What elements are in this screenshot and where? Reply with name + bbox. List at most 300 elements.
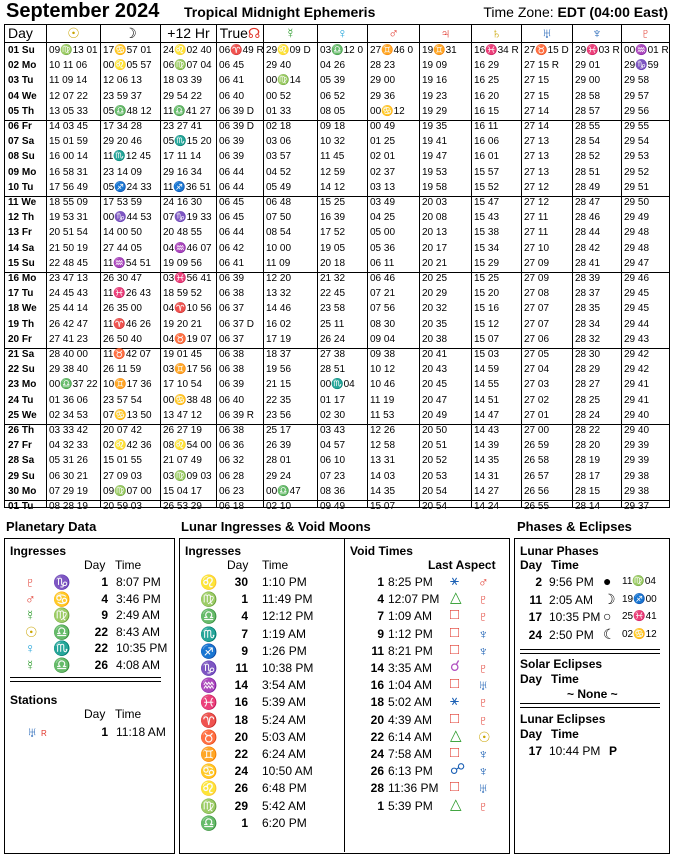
cell-value: 28 15 <box>575 485 601 497</box>
table-cell <box>320 121 365 133</box>
table-cell <box>474 410 519 422</box>
cell-value: 20 53 <box>422 470 448 482</box>
stations-label: Stations <box>10 693 58 707</box>
table-cell <box>266 440 315 452</box>
column-header <box>263 25 317 42</box>
column-header <box>521 25 572 42</box>
table-cell <box>575 227 619 239</box>
cell-value: 02 01 <box>370 151 396 163</box>
table-cell <box>624 486 667 498</box>
table-cell <box>370 106 417 118</box>
table-cell <box>103 243 158 255</box>
table-cell <box>49 227 98 239</box>
cell-value: 15 29 <box>474 257 500 269</box>
cell-value: 29 54 22 <box>163 90 202 102</box>
cell-value: 20 21 <box>422 257 448 269</box>
cell-value: 19 29 <box>422 105 448 117</box>
table-cell <box>422 60 469 72</box>
table-cell <box>474 440 519 452</box>
cell-value: 07♑19 33 <box>163 212 212 224</box>
table-cell <box>370 75 417 87</box>
ingress-time: 2:49 AM <box>116 608 161 622</box>
table-cell <box>320 212 365 224</box>
phases-box <box>514 538 670 854</box>
ingress-day: 29 <box>234 798 248 813</box>
cell-value: 06 39 D <box>219 105 255 117</box>
table-cell <box>8 182 44 194</box>
cell-value: 28 55 <box>575 121 601 132</box>
sign-icon: ♎ <box>53 656 71 673</box>
planet-icon: ♆ <box>478 625 489 642</box>
day-header: Day <box>84 558 106 572</box>
cell-value: 20 51 54 <box>49 227 88 239</box>
table-cell <box>320 273 365 285</box>
table-cell <box>575 379 619 391</box>
table-cell <box>624 334 667 346</box>
moon-phase-icon: ● <box>603 573 612 589</box>
table-cell <box>8 121 44 133</box>
cell-value: 20 43 <box>422 364 448 376</box>
table-cell <box>624 121 667 133</box>
cell-value: 10 11 06 <box>49 60 88 72</box>
table-cell <box>219 136 261 148</box>
table-cell <box>624 227 667 239</box>
table-cell <box>49 167 98 179</box>
table-cell <box>422 303 469 315</box>
table-cell <box>422 227 469 239</box>
table-cell <box>320 486 365 498</box>
sign-icon: ♍ <box>53 607 71 623</box>
table-cell <box>219 106 261 118</box>
table-cell <box>8 349 44 361</box>
table-cell <box>422 410 469 422</box>
table-cell <box>219 455 261 467</box>
void-time: 8:21 PM <box>388 643 433 658</box>
planet-glyph-icon: ☊ <box>247 25 261 41</box>
cell-value: 27 02 <box>524 394 550 406</box>
table-cell <box>575 334 619 346</box>
cell-value: 28 32 <box>575 333 601 345</box>
table-cell <box>422 75 469 87</box>
ingress-time: 12:12 PM <box>262 609 314 624</box>
cell-value: 28 22 <box>575 425 601 436</box>
cell-value: 29 20 46 <box>103 136 142 148</box>
table-cell <box>219 60 261 72</box>
cell-value: 24♌02 40 <box>163 45 212 56</box>
table-cell <box>163 440 214 452</box>
cell-value: 29 38 <box>624 470 650 482</box>
moon-phase-icon: ☾ <box>603 625 616 642</box>
cell-value: 28 51 <box>320 364 346 376</box>
table-cell <box>163 167 214 179</box>
cell-value: 06 38 <box>219 288 245 300</box>
ingress-day: 26 <box>94 657 108 672</box>
cell-value: 29 42 <box>624 364 650 376</box>
cell-value: 05♐24 33 <box>103 181 152 193</box>
table-cell <box>422 136 469 148</box>
cell-value: 11♐36 51 <box>163 181 211 193</box>
table-cell <box>219 334 261 346</box>
cell-value: 29 36 <box>370 90 396 102</box>
column-header <box>419 25 471 42</box>
table-cell <box>575 151 619 163</box>
table-cell <box>474 303 519 315</box>
cell-value: 23 58 <box>320 303 346 315</box>
table-cell <box>524 151 570 163</box>
cell-value: 12 58 <box>370 440 396 452</box>
cell-value: 11♏12 45 <box>103 151 151 163</box>
cell-value: 14 24 <box>474 501 500 512</box>
cell-value: 16 01 <box>474 151 500 163</box>
table-cell <box>266 182 315 194</box>
lunar-phases-label: Lunar Phases <box>520 544 599 558</box>
table-cell <box>370 151 417 163</box>
cell-value: 13 32 <box>266 288 292 300</box>
table-cell <box>320 334 365 346</box>
table-cell <box>524 486 570 498</box>
cell-value: 24 45 43 <box>49 288 88 300</box>
cell-value: 15 01 55 <box>103 455 142 467</box>
table-cell <box>49 136 98 148</box>
cell-value: 19♊31 <box>422 45 457 56</box>
cell-value: 28 52 <box>575 151 601 163</box>
table-cell <box>524 106 570 118</box>
table-cell <box>422 167 469 179</box>
column-header-label: True <box>219 25 248 41</box>
table-cell <box>103 60 158 72</box>
cell-value: 00♑44 53 <box>103 212 152 224</box>
ingress-time: 3:54 AM <box>262 678 307 693</box>
aspect-icon: ⚹ <box>450 692 460 710</box>
table-cell <box>8 197 44 209</box>
table-cell <box>103 151 158 163</box>
table-cell <box>624 45 667 57</box>
cell-value: 06 41 <box>219 75 245 87</box>
cell-value: 08 30 <box>370 318 396 330</box>
table-cell <box>524 471 570 483</box>
table-cell <box>8 501 44 513</box>
table-cell <box>370 258 417 270</box>
time-header: Time <box>551 672 579 686</box>
table-cell <box>624 243 667 255</box>
ingress-time: 5:03 AM <box>262 729 307 744</box>
table-cell <box>320 288 365 300</box>
tz-label: Time Zone: <box>483 4 554 20</box>
cell-value: 10 12 <box>370 364 396 376</box>
table-cell <box>524 60 570 72</box>
column-divider <box>572 43 573 507</box>
table-cell <box>266 136 315 148</box>
void-day: 26 <box>370 764 384 779</box>
table-cell <box>575 60 619 72</box>
table-cell <box>266 151 315 163</box>
cell-value: 03 43 <box>320 425 346 436</box>
aspect-icon: □ <box>450 778 460 796</box>
table-cell <box>8 395 44 407</box>
cell-value: 16 11 <box>474 121 499 132</box>
cell-value: 06 39 <box>219 136 245 148</box>
table-cell <box>49 91 98 103</box>
table-cell <box>474 379 519 391</box>
table-cell <box>8 212 44 224</box>
table-cell <box>474 273 519 285</box>
table-cell <box>219 227 261 239</box>
void-day: 1 <box>377 798 384 813</box>
table-cell <box>624 197 667 209</box>
table-cell <box>422 45 469 57</box>
cell-value: 02 10 <box>266 501 292 512</box>
cell-value: 11 We <box>8 197 37 208</box>
cell-value: 27 01 <box>524 409 550 421</box>
table-cell <box>474 471 519 483</box>
table-cell <box>575 75 619 87</box>
table-cell <box>49 182 98 194</box>
void-day: 28 <box>370 781 384 796</box>
ingress-time: 10:50 AM <box>262 764 313 779</box>
table-cell <box>163 319 214 331</box>
phase-time: 2:05 AM <box>549 592 594 607</box>
planet-glyph-icon: ♂ <box>388 25 399 41</box>
table-cell <box>103 364 158 376</box>
table-cell <box>370 121 417 133</box>
ingress-day: 11 <box>235 661 248 675</box>
cell-value: 27 15 R <box>524 60 560 72</box>
cell-value: 19 23 <box>422 90 448 102</box>
cell-value: 03♓56 41 <box>163 273 212 284</box>
table-cell <box>163 334 214 346</box>
table-cell <box>575 106 619 118</box>
table-cell <box>524 395 570 407</box>
ingress-time: 10:38 PM <box>262 661 314 675</box>
cell-value: 29 00 <box>575 75 601 87</box>
cell-value: 27 09 03 <box>103 470 142 482</box>
cell-value: 15 03 <box>474 349 500 360</box>
table-cell <box>8 75 44 87</box>
table-cell <box>575 501 619 513</box>
sign-icon: ♑ <box>53 574 71 590</box>
cell-value: 12 06 13 <box>103 75 142 87</box>
table-cell <box>575 167 619 179</box>
table-cell <box>624 75 667 87</box>
table-cell <box>575 319 619 331</box>
table-cell <box>103 349 158 361</box>
cell-value: 17♋57 01 <box>103 45 152 56</box>
cell-value: 20 54 <box>422 501 448 512</box>
table-cell <box>8 319 44 331</box>
cell-value: 12 26 <box>370 425 396 436</box>
planet-icon: ♇ <box>478 694 489 711</box>
table-cell <box>49 486 98 498</box>
aspect-icon: □ <box>450 744 460 761</box>
table-cell <box>320 425 365 437</box>
aspect-icon: □ <box>450 623 460 641</box>
table-cell <box>49 151 98 163</box>
aspect-icon: ☍ <box>450 761 466 779</box>
table-cell <box>370 319 417 331</box>
table-cell <box>266 303 315 315</box>
table-cell <box>624 91 667 103</box>
cell-value: 04 26 <box>320 60 346 72</box>
cell-value: 17 19 <box>266 333 292 345</box>
planet-glyph-icon: ♇ <box>640 25 651 41</box>
cell-value: 05♏15 20 <box>163 136 212 148</box>
cell-value: 28 30 <box>575 349 601 360</box>
table-cell <box>103 182 158 194</box>
table-cell <box>422 182 469 194</box>
table-cell <box>524 288 570 300</box>
table-cell <box>524 379 570 391</box>
void-day: 7 <box>377 609 384 624</box>
ingress-time: 6:20 PM <box>262 815 307 830</box>
table-cell <box>8 167 44 179</box>
double-rule <box>520 649 660 654</box>
cell-value: 13 31 <box>370 455 396 467</box>
table-cell <box>49 288 98 300</box>
table-cell <box>320 243 365 255</box>
phase-position: 02♋12 <box>622 628 657 640</box>
table-cell <box>474 197 519 209</box>
table-cell <box>624 136 667 148</box>
table-cell <box>8 91 44 103</box>
cell-value: 27 15 <box>524 75 550 87</box>
ingress-day: 1 <box>241 815 248 830</box>
aspect-icon: □ <box>450 675 460 693</box>
table-cell <box>524 243 570 255</box>
void-day: 24 <box>370 747 384 761</box>
table-cell <box>575 182 619 194</box>
cell-value: 29 41 <box>624 379 650 391</box>
table-cell <box>624 212 667 224</box>
cell-value: 12 59 <box>320 166 346 178</box>
table-cell <box>370 136 417 148</box>
ingress-time: 8:07 PM <box>116 575 161 589</box>
tz-value: EDT <box>557 4 586 20</box>
ingress-day: 9 <box>101 608 108 622</box>
cell-value: 27 15 <box>524 90 550 102</box>
table-cell <box>320 136 365 148</box>
table-cell <box>320 455 365 467</box>
cell-value: 17 Tu <box>8 288 34 300</box>
cell-value: 06 37 D <box>219 318 255 330</box>
cell-value: 29♑59 <box>624 60 659 72</box>
table-cell <box>320 471 365 483</box>
table-cell <box>266 425 315 437</box>
cell-value: 29 00 <box>370 75 396 87</box>
cell-value: 11♎41 27 <box>163 105 211 117</box>
cell-value: 12 Th <box>8 212 35 224</box>
cell-value: 14 55 <box>474 379 500 391</box>
cell-value: 14 00 50 <box>103 227 142 239</box>
cell-value: 29 01 <box>575 60 601 72</box>
column-header <box>572 25 621 42</box>
table-cell <box>49 75 98 87</box>
cell-value: 15 07 <box>370 501 396 512</box>
table-cell <box>163 258 214 270</box>
cell-value: 00♋12 <box>370 105 405 117</box>
cell-value: 21 07 49 <box>163 455 202 467</box>
table-cell <box>524 182 570 194</box>
cell-value: 20 18 <box>320 257 346 269</box>
cell-value: 27 13 <box>524 166 550 178</box>
cell-value: 16 00 14 <box>49 151 88 163</box>
sign-icon: ♑ <box>200 660 218 676</box>
cell-value: 24 Tu <box>8 394 34 406</box>
cell-value: 19 41 <box>422 136 448 148</box>
table-cell <box>266 410 315 422</box>
cell-value: 27 00 <box>524 425 550 436</box>
phases-title: Phases & Eclipses <box>517 519 632 534</box>
cell-value: 11♒54 51 <box>103 257 151 269</box>
void-time: 5:39 PM <box>388 798 433 813</box>
column-header <box>100 25 160 42</box>
table-cell <box>266 227 315 239</box>
planet-icon: ☉ <box>478 728 491 745</box>
table-cell <box>575 258 619 270</box>
cell-value: 14 03 <box>370 470 396 482</box>
table-cell <box>219 273 261 285</box>
table-cell <box>219 425 261 437</box>
table-cell <box>163 395 214 407</box>
table-cell <box>422 243 469 255</box>
cell-value: 11 09 <box>266 257 291 269</box>
sign-icon: ♏ <box>200 625 218 642</box>
cell-value: 26 11 59 <box>103 364 142 376</box>
table-cell <box>474 425 519 437</box>
table-cell <box>422 258 469 270</box>
table-cell <box>370 379 417 391</box>
table-cell <box>422 455 469 467</box>
table-cell <box>422 440 469 452</box>
table-cell <box>219 410 261 422</box>
cell-value: 28 34 <box>575 318 601 330</box>
cell-value: 23 56 <box>266 409 292 421</box>
table-cell <box>103 212 158 224</box>
cell-value: 29♓03 R <box>575 45 620 56</box>
table-cell <box>422 364 469 376</box>
column-header <box>317 25 367 42</box>
table-cell <box>49 379 98 391</box>
table-cell <box>163 349 214 361</box>
cell-value: 23 14 09 <box>103 166 142 178</box>
table-cell <box>474 45 519 57</box>
cell-value: 19 20 21 <box>163 318 202 330</box>
table-cell <box>320 410 365 422</box>
ingress-day: 1 <box>101 575 108 589</box>
cell-value: 06 41 <box>219 257 245 269</box>
table-cell <box>266 258 315 270</box>
cell-value: 29 49 <box>624 212 650 224</box>
cell-value: 17 10 54 <box>163 379 202 391</box>
table-cell <box>163 243 214 255</box>
planet-glyph-icon: ♄ <box>491 25 502 41</box>
cell-value: 14 35 <box>474 455 500 467</box>
table-cell <box>474 60 519 72</box>
cell-value: 00 49 <box>370 121 396 132</box>
cell-value: 28 58 <box>575 90 601 102</box>
cell-value: 07 56 <box>370 303 396 315</box>
table-cell <box>320 182 365 194</box>
column-divider <box>100 43 101 507</box>
cell-value: 23 47 13 <box>49 273 88 284</box>
cell-value: 20 51 <box>422 440 448 452</box>
cell-value: 27♉15 D <box>524 45 569 56</box>
cell-value: 18 37 <box>266 349 292 360</box>
table-cell <box>8 106 44 118</box>
cell-value: 15 43 <box>474 212 500 224</box>
cell-value: 01 33 <box>266 105 292 117</box>
cell-value: 26 58 <box>524 455 550 467</box>
eclipse-time: 10:44 PM <box>549 744 601 758</box>
